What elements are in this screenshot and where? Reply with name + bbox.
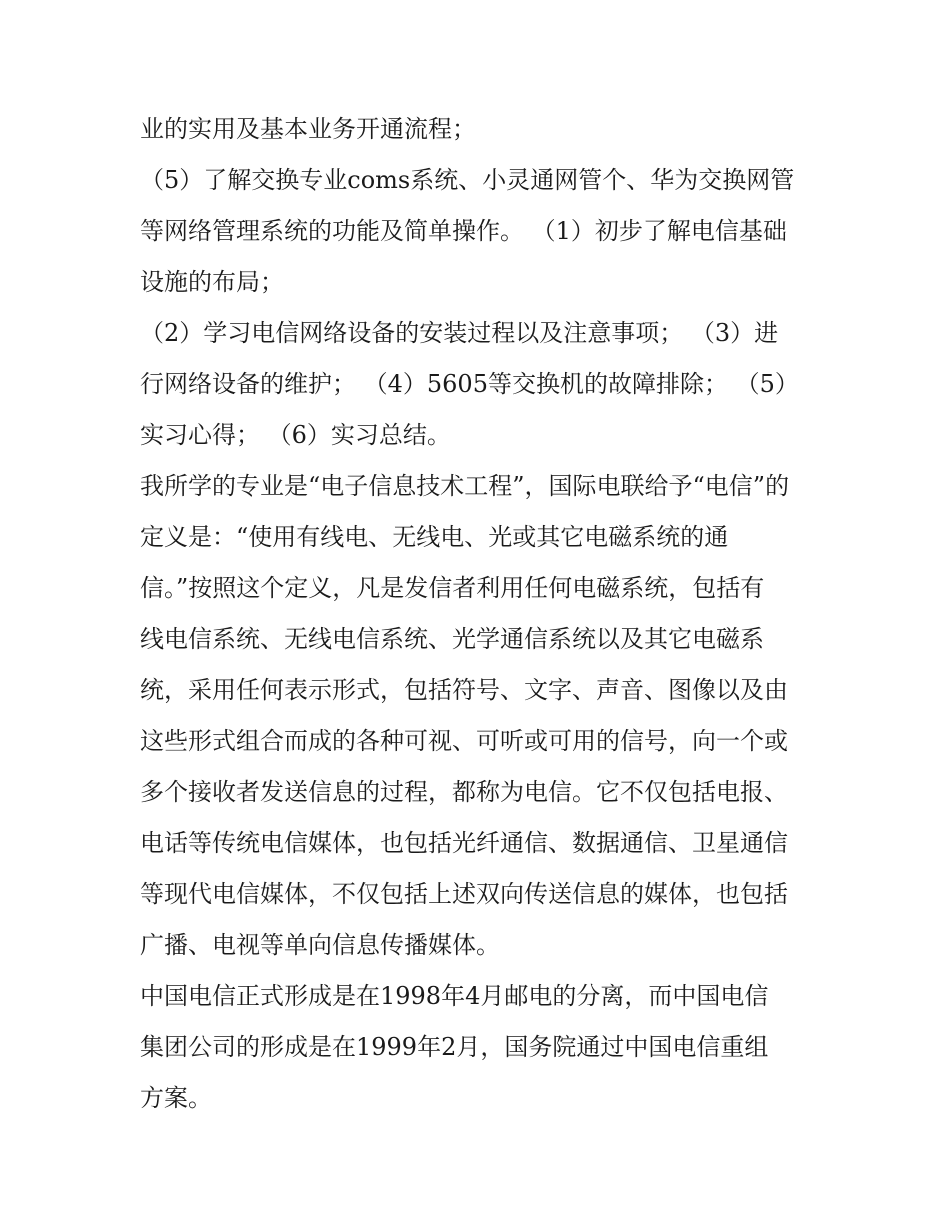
text-line-8: 我所学的专业是“电子信息技术工程”，国际电联给予“电信”的 (140, 472, 790, 500)
text-line-6: 行网络设备的维护； （4）5605等交换机的故障排除； （5） (140, 370, 799, 398)
document-body (140, 104, 815, 1124)
text-line-14: 多个接收者发送信息的过程，都称为电信。它不仅包括电报、 (140, 778, 788, 806)
text-line-9: 定义是：“使用有线电、无线电、光或其它电磁系统的通 (140, 523, 729, 551)
text-line-5: （2）学习电信网络设备的安装过程以及注意事项； （3）进 (140, 319, 779, 347)
text-line-15: 电话等传统电信媒体，也包括光纤通信、数据通信、卫星通信 (140, 829, 788, 857)
text-line-7: 实习心得； （6）实习总结。 (140, 421, 451, 449)
text-line-20: 方案。 (140, 1084, 212, 1112)
text-line-2: （5）了解交换专业coms系统、小灵通网管个、华为交换网管 (140, 166, 795, 194)
text-line-1: 业的实用及基本业务开通流程； (140, 115, 476, 143)
text-line-10: 信。”按照这个定义，凡是发信者利用任何电磁系统，包括有 (140, 574, 765, 602)
text-line-12: 统，采用任何表示形式，包括符号、文字、声音、图像以及由 (140, 676, 788, 704)
text-line-17: 广播、电视等单向信息传播媒体。 (140, 931, 500, 959)
text-line-18: 中国电信正式形成是在1998年4月邮电的分离，而中国电信 (140, 982, 769, 1010)
text-line-19: 集团公司的形成是在1999年2月，国务院通过中国电信重组 (140, 1033, 769, 1061)
text-line-4: 设施的布局； (140, 268, 284, 296)
text-line-11: 线电信系统、无线电信系统、光学通信系统以及其它电磁系 (140, 625, 764, 653)
text-line-3: 等网络管理系统的功能及简单操作。 （1）初步了解电信基础 (140, 217, 787, 245)
text-line-16: 等现代电信媒体，不仅包括上述双向传送信息的媒体，也包括 (140, 880, 788, 908)
text-line-13: 这些形式组合而成的各种可视、可听或可用的信号，向一个或 (140, 727, 788, 755)
